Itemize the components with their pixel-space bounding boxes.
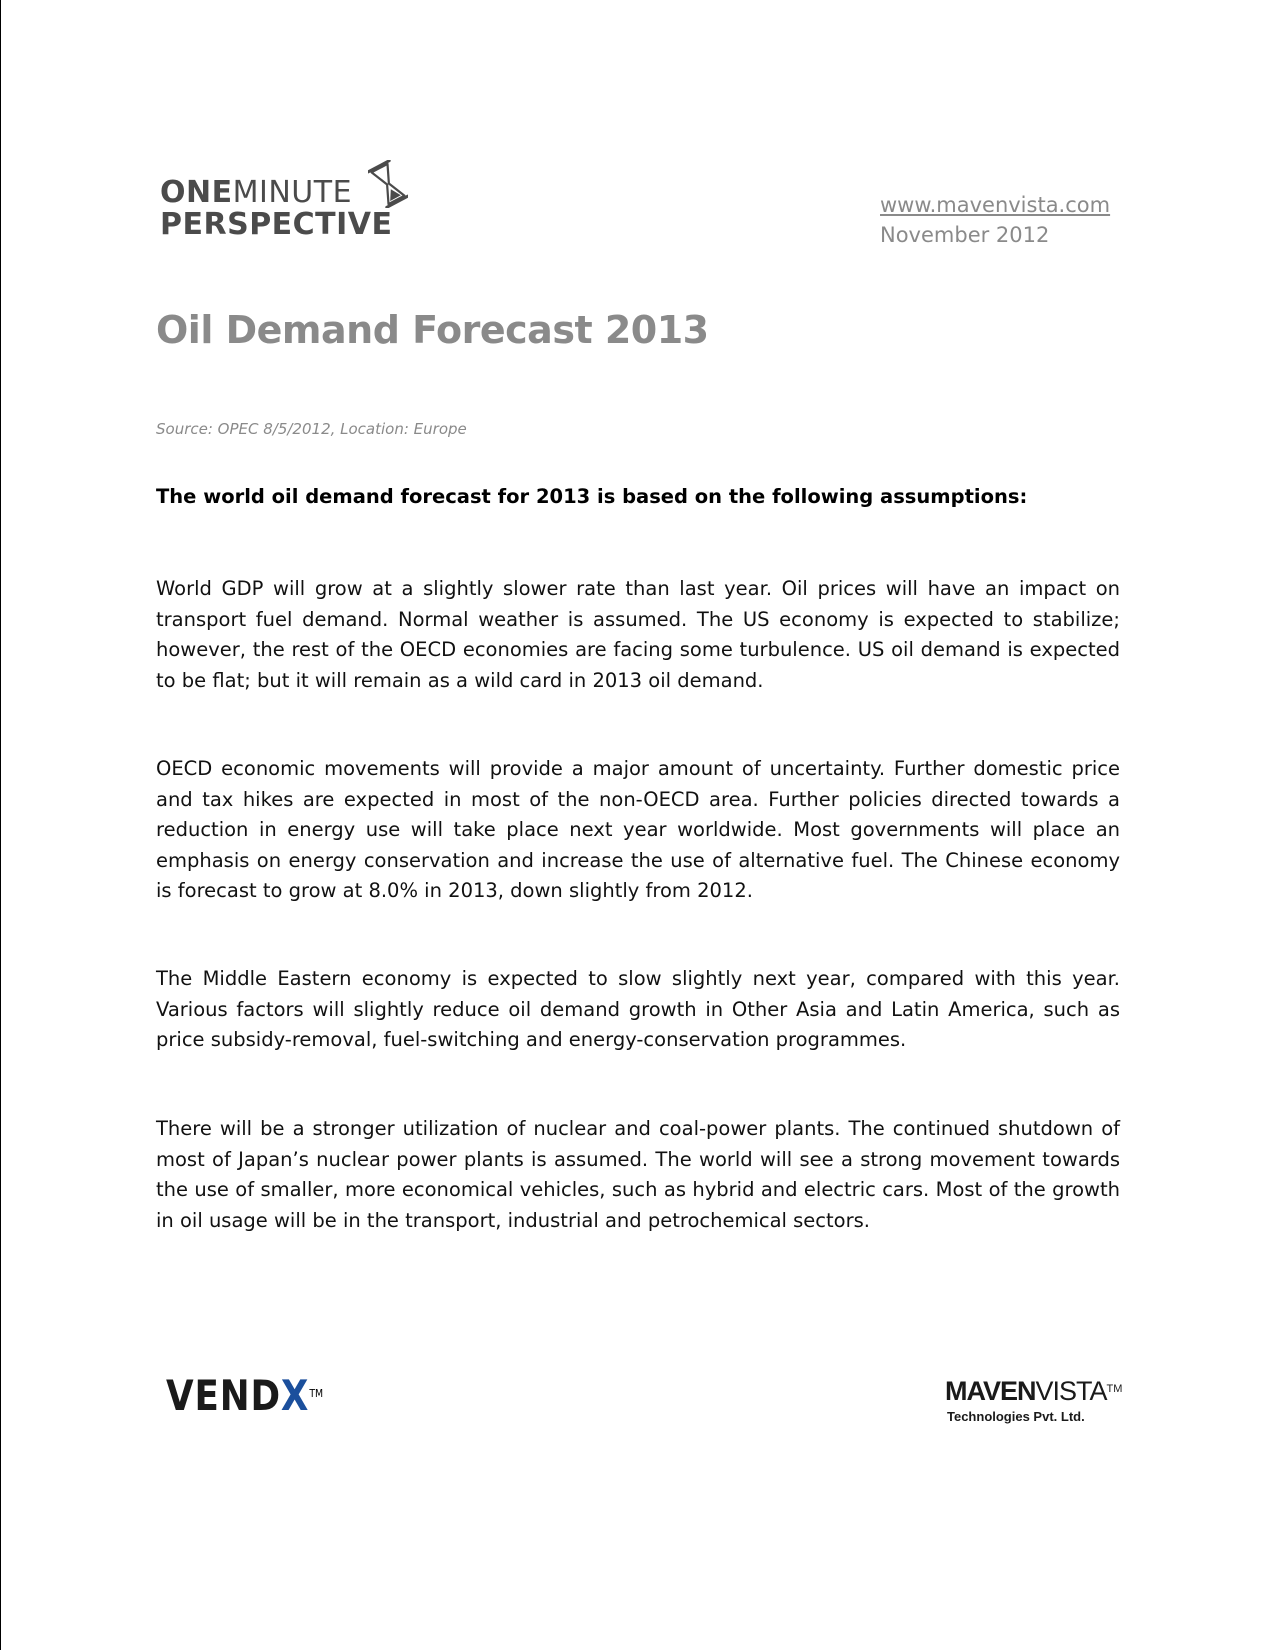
vista-regular: VISTA	[1035, 1376, 1107, 1406]
one-minute-perspective-logo	[160, 160, 410, 245]
paragraph-1: World GDP will grow at a slightly slower rate than last year. Oil prices will have an impact on transport fuel demand. Normal weather is assumed. The US economy is expected to stabilize; however, the rest of the OECD economies are facing some turbulence. US oil demand is expected to be flat; but it will remain as a wild card in 2013 oil demand.	[156, 577, 1120, 692]
vendx-logo	[166, 1371, 324, 1420]
vendx-tm: TM	[309, 1387, 324, 1400]
logo-minute: MINUTE	[232, 175, 353, 210]
vendx-x: X	[280, 1371, 310, 1420]
paragraph-3: The Middle Eastern economy is expected to slow slightly next year, compared with this year. Various factors will slightly reduce oil demand growth in Other Asia and Latin America, such as price subsidy-removal, fuel-switching and energy-conservation programmes.	[156, 967, 1120, 1051]
logo-one: ONE	[160, 175, 233, 210]
subheading: The world oil demand forecast for 2013 is based on the following assumptions:	[156, 485, 1028, 508]
mavenvista-tagline: Technologies Pvt. Ltd.	[947, 1409, 1085, 1424]
maven-bold: MAVEN	[945, 1376, 1036, 1406]
website-link[interactable]: www.mavenvista.com	[880, 193, 1111, 217]
publication-date: November 2012	[880, 223, 1050, 247]
mavenvista-wordmark	[945, 1378, 1122, 1405]
source-line: Source: OPEC 8/5/2012, Location: Europe	[156, 420, 467, 438]
mavenvista-logo	[945, 1378, 1122, 1424]
paragraph-2: OECD economic movements will provide a major amount of uncertainty. Further domestic price and tax hikes are expected in most of the non-OECD area. Further policies directed towards a reduction in energy use will take place next year worldwide. Most governments will place an emphasis on energy conservation and increase the use of alternative fuel. The Chinese economy is forecast to grow at 8.0% in 2013, down slightly from 2012.	[156, 757, 1120, 902]
paragraph-4: There will be a stronger utilization of nuclear and coal-power plants. The continued shutdown of most of Japan’s nuclear power plants is assumed. The world will see a strong movement towards the use of smaller, more economical vehicles, such as hybrid and electric cars. Most of the growth in oil usage will be in the transport, industrial and petrochemical sectors.	[156, 1117, 1120, 1232]
page-title: Oil Demand Forecast 2013	[156, 308, 709, 352]
vendx-main: VEND	[166, 1371, 281, 1420]
logo-line1	[160, 175, 353, 210]
header-right	[880, 190, 1110, 250]
hourglass-icon	[368, 160, 408, 208]
page-border	[0, 0, 1, 1650]
mavenvista-tm: TM	[1106, 1383, 1123, 1395]
logo-perspective: PERSPECTIVE	[160, 207, 393, 242]
